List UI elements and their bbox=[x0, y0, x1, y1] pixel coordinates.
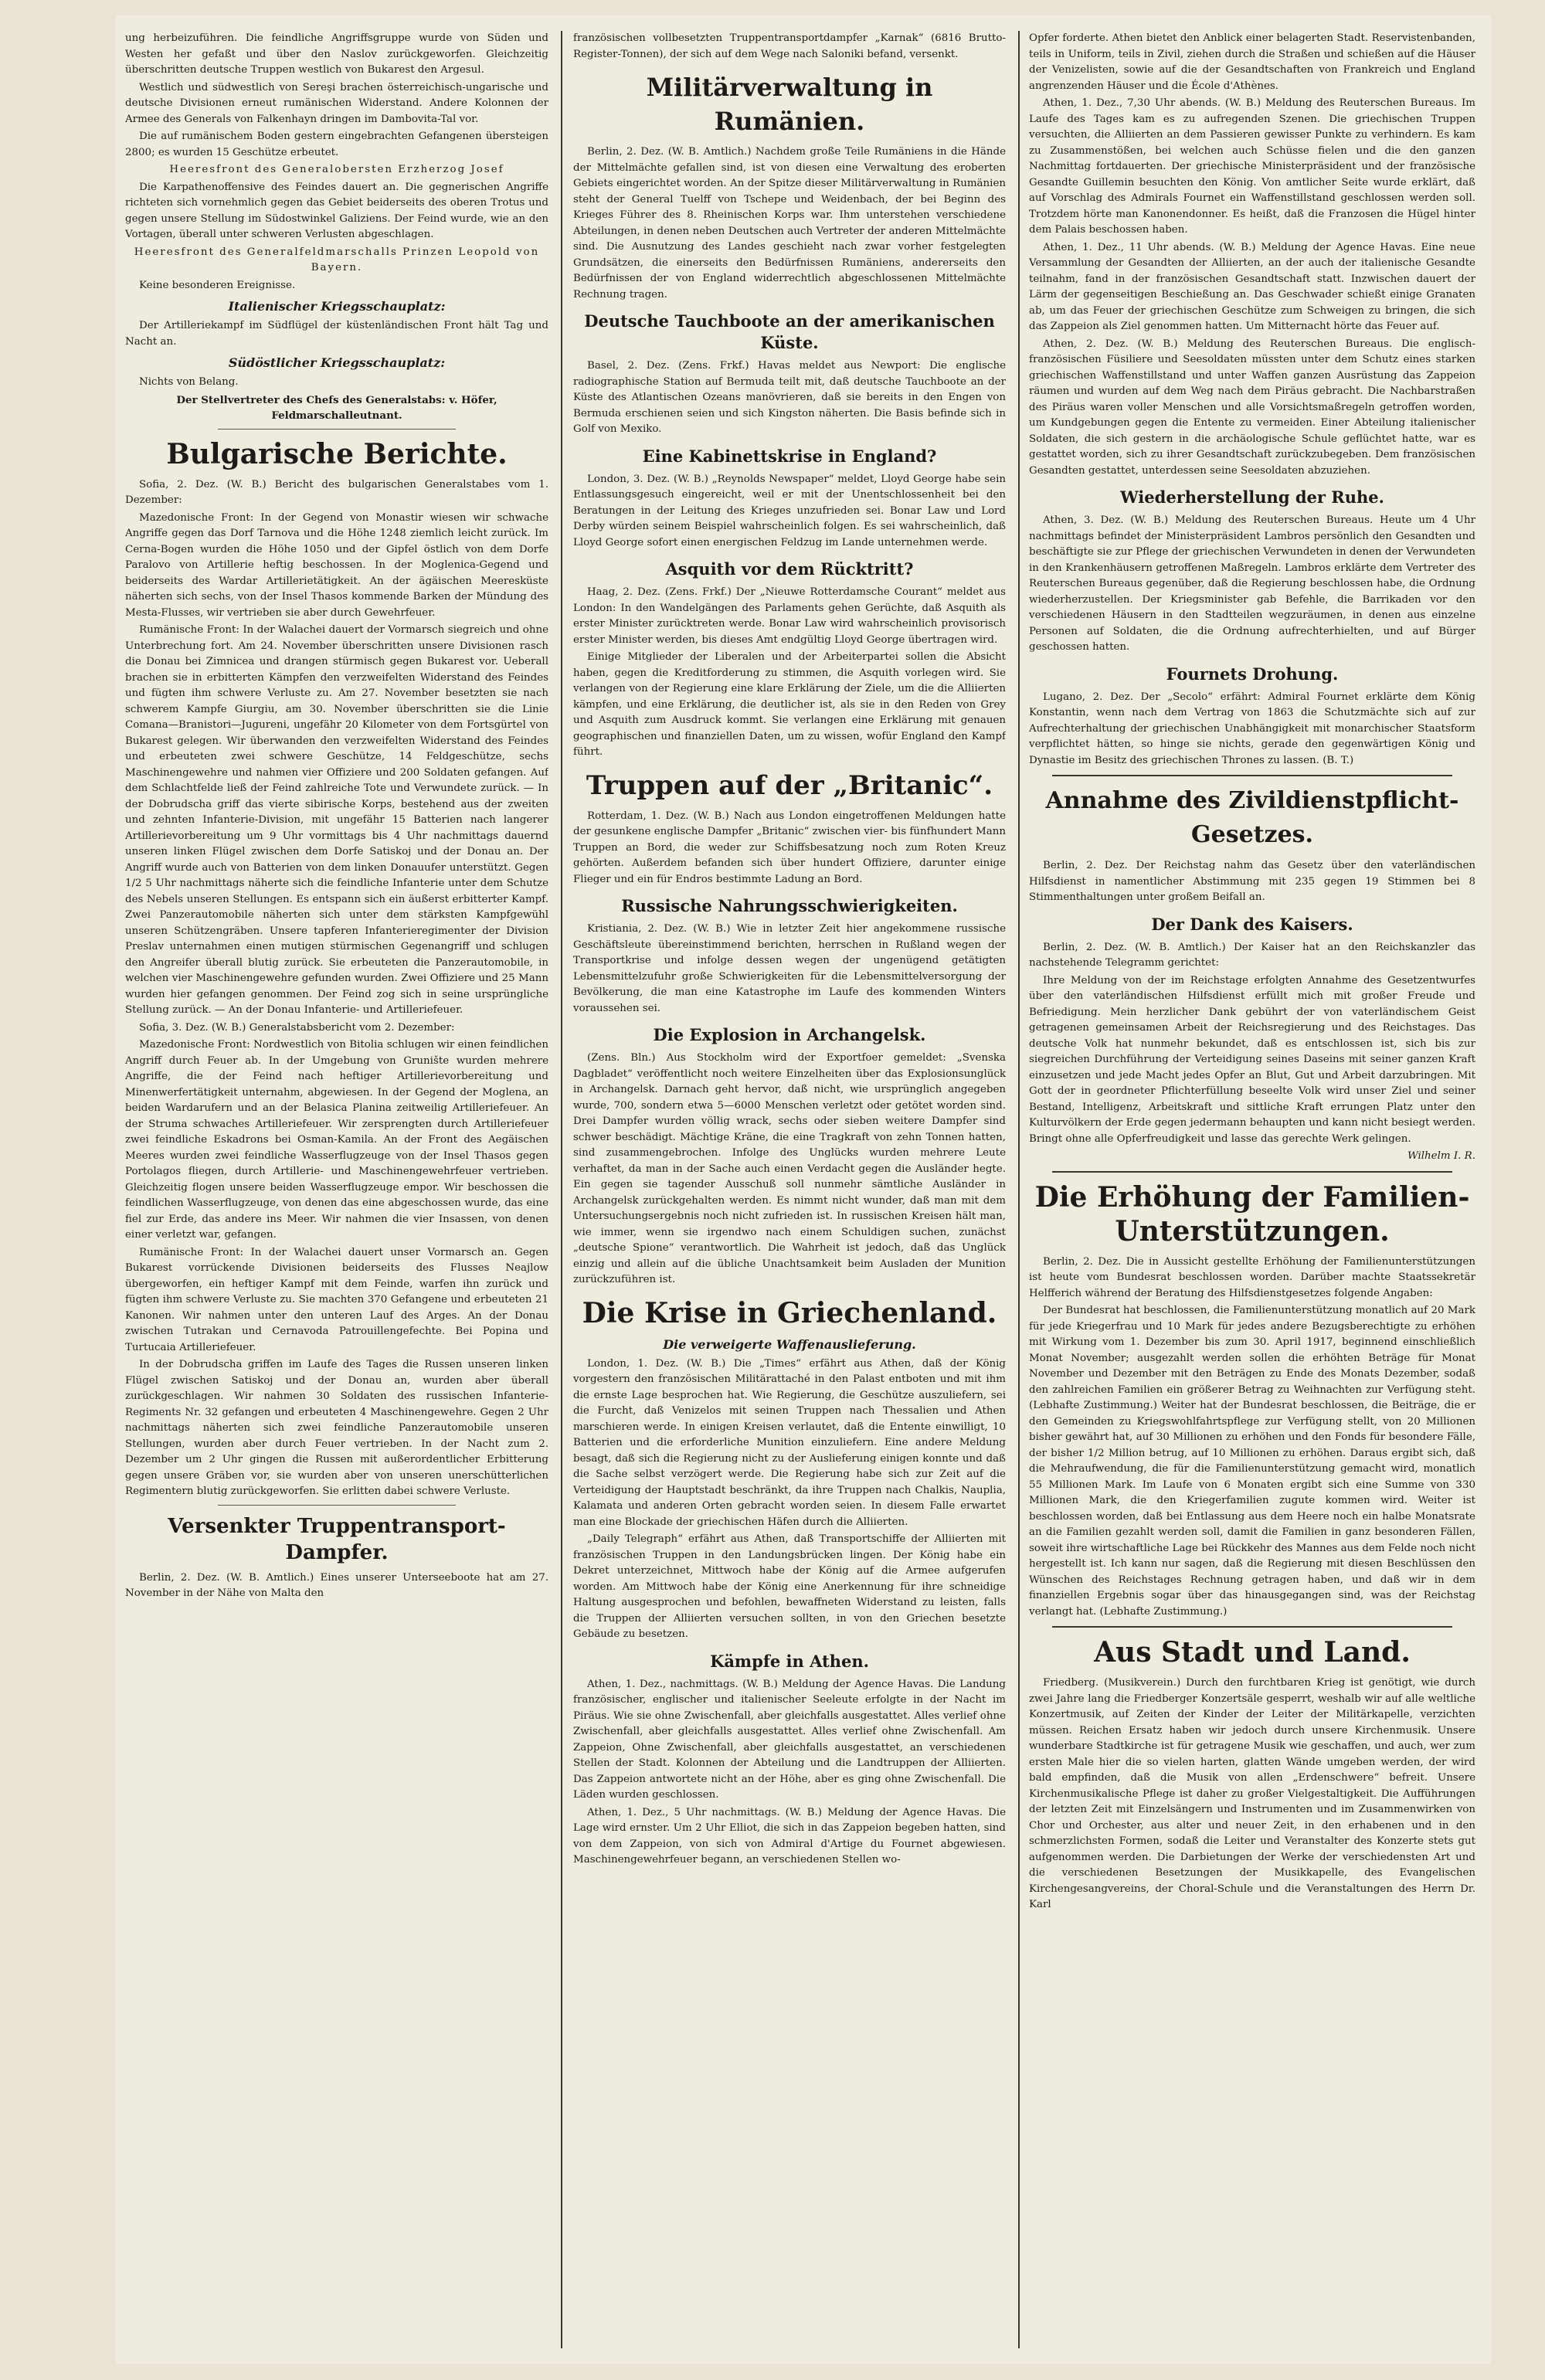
paragraph: Der Bundesrat hat beschlossen, die Familienunterstützung monatlich auf 20 Mark für jede Kriegerfrau und 10 Mark für jedes andere Bezugsberechtigte zu erhöhen mit Wirkung vom 1. Dezember bis zum 30. April 1917, beginnend einschließlich Monat November; ausgezahlt werden sollen die erhöhten Beträge für Monat November und Dezember mit den Beträgen zu Ende des Monats Dezember, sodaß den zahlreichen Familien ein größerer Betrag zu Weihnachten zur Verfügung steht. (Lebhafte Zustimmung.) Weiter hat der Bundesrat beschlossen, die Beiträge, die er den Gemeinden zu Kriegswohlfahrtspflege zur Verfügung stellt, von 20 Millionen bisher gewährt hat, auf 30 Millionen zu erhöhen und den Fonds für besondere Fälle, der bisher 1/2 Million betrug, auf 10 Millionen zu erhöhen. Daraus ergibt sich, daß die Mehraufwendung, die für die Familienunterstützung gemacht wird, monatlich 55 Millionen Mark. Im Laufe von 6 Monaten ergibt sich eine Summe von 330 Millionen Mark, die den Kriegerfamilien zugute kommen wird. Weiter ist beschlossen worden, daß bei Entlassung aus dem Heere noch ein halbe Monatsrate an die Familien gezahlt werden soll, damit die Familien in ganz besonderen Fällen, soweit ihre wirtschaftliche Lage bei Rückkehr des Mannes aus dem Felde noch nicht hergestellt ist. Ich kann nur sagen, daß die Regierung mit diesen Beschlüssen den Wünschen des Reichstages Rechnung getragen haben, und daß wir in dem finanziellen Ergebnis sogar über das hinausgegangen sind, was der Reichstag verlangt hat. (Lebhafte Zustimmung.) bbox=[1029, 1305, 1475, 1618]
column-right bbox=[1029, 31, 1475, 2356]
paragraph: Nichts von Belang. bbox=[139, 376, 239, 388]
paragraph: Berlin, 2. Dez. Die in Aussicht gestellte Erhöhung der Familienunterstützungen ist heute vom Bundesrat beschlossen worden. Darüber machte Staatssekretär Helfferich während der Beratung des Hilfsdienstgesetzes folgende Angaben: bbox=[1029, 1255, 1475, 1299]
paragraph: ung herbeizuführen. Die feindliche Angriffsgruppe wurde von Süden und Westen her gefaßt und über den Naslov zurückgeworfen. Gleichzeitig überschritten deutsche Truppen westlich von Bukarest den Argesul. bbox=[125, 32, 548, 76]
headline: Die Krise in Griechenland. bbox=[582, 1296, 997, 1329]
paragraph: Rotterdam, 1. Dez. (W. B.) Nach aus London eingetroffenen Meldungen hatte der gesunkene englische Dampfer „Britanic“ zwischen vier- bis fünfhundert Mann Truppen an Bord, die weder zur Schiffsbesatzung noch zum Roten Kreuz gehörten. Außerdem befanden sich über hundert Offiziere, darunter einige Flieger und ein für Endros bestimmte Ladung an Bord. bbox=[573, 810, 1006, 885]
headline: Russische Nahrungsschwierigkeiten. bbox=[621, 896, 958, 915]
section-heading: Italienischer Kriegsschauplatz: bbox=[228, 299, 446, 314]
divider bbox=[1052, 1626, 1452, 1628]
paragraph: London, 1. Dez. (W. B.) Die „Times“ erfährt aus Athen, daß der König vorgestern den französischen Militärattaché in den Palast entboten und mit ihm die ernste Lage besprochen hat. Wie Regierung, die Geschütze auszuliefern, sei die Furcht, daß Venizelos mit seinen Truppen nach Thessalien und Athen marschieren werde. In einigen Kreisen verlautet, daß die Entente einwilligt, 10 Batterien und die erforderliche Munition einzuliefern. Eine andere Meldung besagt, daß sich die Regierung nicht zu der Auslieferung einigen konnte und daß die Sache selbst verzögert werde. Die Regierung habe sich zur Zeit auf die Verteidigung der Hauptstadt beschränkt, da ihre Truppen nach Chalkis, Nauplia, Kalamata und anderen Orten gebracht worden seien. In diesem Falle erwartet man eine Blockade der griechischen Häfen durch die Alliierten. bbox=[573, 1357, 1006, 1528]
subheadline: Die verweigerte Waffenauslieferung. bbox=[663, 1336, 916, 1352]
headline: Aus Stadt und Land. bbox=[1094, 1636, 1411, 1669]
headline: Der Dank des Kaisers. bbox=[1151, 914, 1353, 934]
signature: Der Stellvertreter des Chefs des Generalstabs: v. Höfer, Feldmarschalleutnant. bbox=[176, 393, 497, 422]
paragraph: französischen vollbesetzten Truppentransportdampfer „Karnak“ (6816 Brutto-Register-Tonnen), der sich auf dem Wege nach Saloniki befand, versenkt. bbox=[573, 32, 1006, 60]
paragraph: Ihre Meldung von der im Reichstage erfolgten Annahme des Gesetzentwurfes über den vaterländischen Hilfsdienst erfüllt mich mit großer Freude und Befriedigung. Mein herzlicher Dank gebührt der von vaterländischem Geist getragenen gemeinsamen Arbeit der Reichsregierung und des Reichstages. Das deutsche Volk hat nunmehr bekundet, daß es entschlossen ist, sich bis zur siegreichen Durchführung der Verteidigung seines Daseins mit seiner ganzen Kraft einzusetzen und jede Macht jedes Opfer an Blut, Gut und Arbeit darzubringen. Mit Gott der in geordneter Pflichterfüllung beseelte Volk wird unser Ziel und seiner Bestand, Intelligenz, Arbeitskraft und sittliche Kraft errungen Platz unter den Kulturvölkern der Erde gegen jedermann behaupten und kann nicht besiegt werden. Bringt ohne alle Opferfreudigkeit und lasse das gerechte Werk gelingen. bbox=[1029, 974, 1475, 1145]
headline: Versenkter Truppentransport-Dampfer. bbox=[168, 1514, 506, 1564]
paragraph: Friedberg. (Musikverein.) Durch den furchtbaren Krieg ist genötigt, wie durch zwei Jahre lang die Friedberger Konzertsäle gesperrt, weshalb wir auf alle weltliche Konzertmusik, auf Zeiten der Kinder der Leiter der Militärkapelle, verzichten müssen. Reichen Ersatz haben wir jedoch durch unsere Kirchenmusik. Unsere wunderbare Stadtkirche ist für getragene Musik wie geschaffen, und auch, wer zum ersten Male hier die so vielen harten, glatten Wände umgeben werden, der wird bald empfinden, daß die Musik von allen „Erdenschwere“ befreit. Unsere Kirchenmusikalische Pflege ist daher zu großer Vielgestaltigkeit. Die Aufführungen der letzten Zeit mit Einzelsängern und Instrumenten und im Zusammenwirken von Chor und Orchester, aus alter und neuer Zeit, in den erhabenen und in den schmerzlichsten Formen, sodaß die Leiter und Veranstalter des Konzerte stets gut aufgenommen werden. Die Darbietungen der Werke der verschiedensten Art und die verschiedenen Besetzungen der Musikkapelle, des Evangelischen Kirchengesangvereins, der Choral-Schule und die Veranstaltungen des Herrn Dr. Karl bbox=[1029, 1677, 1475, 1910]
headline: Deutsche Tauchboote an der amerikanischen Küste. bbox=[584, 311, 995, 352]
paragraph: Kristiania, 2. Dez. (W. B.) Wie in letzter Zeit hier angekommene russische Geschäftsleute übereinstimmend berichten, herrschen in Rußland wegen der Transportkrise und infolge dessen wegen der ungenügend getätigten Lebensmittelzufuhr große Schwierigkeiten für die Lebensmittelversorgung der Bevölkerung, die man eine Katastrophe im Laufe des kommenden Winters voraussehen sei. bbox=[573, 923, 1006, 1014]
divider bbox=[1052, 1171, 1452, 1173]
headline: Die Explosion in Archangelsk. bbox=[653, 1025, 926, 1044]
paragraph: Berlin, 2. Dez. Der Reichstag nahm das Gesetz über den vaterländischen Hilfsdienst in namentlicher Abstimmung mit 235 gegen 19 Stimmen bei 8 Stimmenthaltungen unter großem Beifall an. bbox=[1029, 860, 1475, 903]
paragraph: Athen, 2. Dez. (W. B.) Meldung des Reuterschen Bureaus. Die englisch-französischen Füsiliere und Seesoldaten müssten unter dem Schutz eines starken griechischen Waffenstillstand und unter Waffen ganzen Ausrüstung das Zappeion räumen und wurden auf dem Weg nach dem Piräus gebracht. Die Nachbarstraßen des Piräus waren voller Menschen und alle Vorsichtsmaßregeln getroffen worden, um Kundgebungen gegen die Entente zu vermeiden. Einer Abteilung italienischer Soldaten, die sich gestern in die archäologische Schule geflüchtet hatte, war es gestattet worden, sich zu ihrer Gesandtschaft zurückzubegeben. Dem französischen Gesandten gestattet, unterdessen seine Seesoldaten abzuziehen. bbox=[1029, 338, 1475, 477]
paragraph: Berlin, 2. Dez. (W. B. Amtlich.) Eines unserer Unterseeboote hat am 27. November in der Nähe von Malta den bbox=[125, 1571, 548, 1599]
paragraph: Einige Mitglieder der Liberalen und der Arbeiterpartei sollen die Absicht haben, gegen die Kreditforderung zu stimmen, die Asquith vorlegen wird. Sie verlangen von der Regierung eine klare Erklärung der Ziele, um die die Alliierten kämpfen, und eine Erklärung, die deutlicher ist, als sie in den Reden von Grey und Asquith zum Ausdruck kommt. Sie verlangen eine Erklärung mit genauen geographischen und finanziellen Daten, um zu wissen, wofür England den Kampf führt. bbox=[573, 651, 1006, 758]
headline: Die Erhöhung der Familien-Unterstützungen. bbox=[1034, 1180, 1470, 1248]
paragraph: Athen, 1. Dez., 11 Uhr abends. (W. B.) Meldung der Agence Havas. Eine neue Versammlung der Gesandten der Alliierten, an der auch der italienische Gesandte teilnahm, fand in der französischen Gesandtschaft statt. Inzwischen dauert der Lärm der gegenseitigen Beschießung an. Das Geschwader schießt einige Granaten ab, um das Feuer der griechischen Geschütze zum Schweigen zu bringen, die sich das Zappeion als Ziel genommen hatten. Um Mitternacht hörte das Feuer auf. bbox=[1029, 241, 1475, 332]
section-heading: Südöstlicher Kriegsschauplatz: bbox=[228, 355, 446, 370]
paragraph: Athen, 1. Dez., nachmittags. (W. B.) Meldung der Agence Havas. Die Landung französischer, englischer und italienischer Seeleute erfolgte in der Nacht im Piräus. Wie sie ohne Zwischenfall, aber gleichfalls ausgestattet. Alles verlief ohne Zwischenfall, aber gleichfalls ausgestattet. Alles verlief ohne Zwischenfall. Am Zappeion, Ohne Zwischenfall, aber gleichfalls ausgestattet, an verschiedenen Stellen der Stadt. Kolonnen der Abteilung und die Landtruppen der Alliierten. Das Zappeion antwortete nicht an der Höhe, aber es ging ohne Zwischenfall. Die Läden wurden geschlossen. bbox=[573, 1678, 1006, 1801]
headline: Asquith vor dem Rücktritt? bbox=[665, 559, 914, 579]
paragraph: Der Artilleriekampf im Südflügel der küstenländischen Front hält Tag und Nacht an. bbox=[125, 320, 548, 348]
headline: Annahme des Zivildienstpflicht-Gesetzes. bbox=[1045, 787, 1459, 848]
headline: Kämpfe in Athen. bbox=[710, 1651, 869, 1671]
paragraph: Die Karpathenoffensive des Feindes dauert an. Die gegnerischen Angriffe richteten sich vornehmlich gegen das Gebiet beiderseits des oberen Trotus und gegen unsere Stellung im Südostwinkel Galiziens. Der Feind wurde, wie an den Vortagen, überall unter schweren Verlusten abgeschlagen. bbox=[125, 181, 548, 240]
column-middle bbox=[573, 31, 1006, 2356]
paragraph: Berlin, 2. Dez. (W. B. Amtlich.) Nachdem große Teile Rumäniens in die Hände der Mittelmächte gefallen sind, ist von diesen eine Verwaltung des eroberten Gebiets eingerichtet worden. An der Spitze dieser Militärverwaltung in Rumänien steht der General Tuelff von Tschepe und Weidenbach, der bei Beginn des Krieges Führer des 8. Rheinischen Korps war. Ihm unterstehen verschiedene Abteilungen, in denen neben Deutschen auch Vertreter der anderen Mittelmächte sind. Die Ausnutzung des Landes geschieht nach zwar vorher festgelegten Grundsätzen, die einerseits den Bedürfnissen Rumäniens, andererseits den Bedürfnissen der von England widerrechtlich abgeschlossenen Mittelmächte Rechnung tragen. bbox=[573, 146, 1006, 300]
paragraph: Haag, 2. Dez. (Zens. Frkf.) Der „Nieuwe Rotterdamsche Courant“ meldet aus London: In den Wandelgängen des Parlaments gehen Gerüchte, daß Asquith als erster Minister zurücktreten werde. Bonar Law wird wahrscheinlich provisorisch erster Minister werden, bis dieses Amt endgültig Lloyd George übertragen wird. bbox=[573, 586, 1006, 646]
paragraph: Keine besonderen Ereignisse. bbox=[139, 279, 296, 291]
paragraph: Mazedonische Front: Nordwestlich von Bitolia schlugen wir einen feindlichen Angriff durch Feuer ab. In der Umgebung von Grunište wurden mehrere Angriffe, die der Feind nach heftiger Artillerievorbereitung und Minenwerfertätigkeit unternahm, abgewiesen. In der Gegend der Moglena, an beiden Wardarufern und an der Belasica Planina zeitweilig Artilleriefeuer. An der Struma schwaches Artilleriefeuer. Wir zersprengten durch Artilleriefeuer zwei feindliche Eskadrons bei Osman-Kamila. An der Front des Aegäischen Meeres wurden zwei feindliche Wasserflugzeuge von der Insel Thasos gegen Portolagos fliegen, durch Artillerie- und Maschinengewehrfeuer vertrieben. Gleichzeitig flogen unsere beiden Wasserflugzeuge empor. Wir beschossen die feindlichen Wasserflugzeuge, von denen das eine abgeschossen wurde, das eine fiel zur Erde, das andere ins Meer. Wir nahmen die vier Insassen, von denen einer verletzt war, gefangen. bbox=[125, 1039, 548, 1241]
paragraph: Sofia, 2. Dez. (W. B.) Bericht des bulgarischen Generalstabes vom 1. Dezember: bbox=[125, 478, 548, 506]
divider bbox=[1052, 775, 1452, 776]
headline: Truppen auf der „Britanic“. bbox=[586, 769, 993, 801]
paragraph: Basel, 2. Dez. (Zens. Frkf.) Havas meldet aus Newport: Die englische radiographische Station auf Bermuda teilt mit, daß deutsche Tauchboote an der Küste des Atlantischen Ozeans manövrieren, daß sie bereits in den Engen von Bermuda erschienen seien und sich Kingston näherten. Die Basis befinde sich in Golf von Mexiko. bbox=[573, 360, 1006, 435]
headline: Fournets Drohung. bbox=[1166, 664, 1339, 684]
headline: Wiederherstellung der Ruhe. bbox=[1120, 487, 1384, 507]
headline: Militärverwaltung in Rumänien. bbox=[646, 73, 933, 136]
newspaper-page bbox=[116, 15, 1491, 2364]
paragraph: London, 3. Dez. (W. B.) „Reynolds Newspaper“ meldet, Lloyd George habe sein Entlassungsgesuch eingereicht, weil er mit der Unentschlossenheit bei den Beratungen in der Leitung des Krieges unzufrieden sei. Bonar Law und Lord Derby würden seinem Beispiel wahrscheinlich folgen. Es sei wahrscheinlich, daß Lloyd George sofort einen energischen Feldzug im Lande unternehmen werde. bbox=[573, 473, 1006, 548]
paragraph: Rumänische Front: In der Walachei dauert der Vormarsch siegreich und ohne Unterbrechung fort. Am 24. November überschritten unsere Divisionen rasch die Donau bei Zimnicea und drangen stürmisch gegen Bukarest vor. Ueberall brachen sie in erbitterten Kämpfen den verzweifelten Widerstand des Feindes und fügten ihm schwere Verluste zu. Am 27. November besetzten sie nach schwerem Kampfe Giurgiu, am 30. November überschritten sie die Linie Comana—Branistori—Jugureni, ungefähr 20 Kilometer von dem Fortsgürtel von Bukarest gelegen. Wir überwanden den verzweifelten Widerstand des Feindes und erbeuteten zwei schwere Geschütze, 14 Feldgeschütze, sechs Maschinengewehre und nahmen vier Offiziere und 200 Soldaten gefangen. Auf dem Schlachtfelde ließ der Feind zahlreiche Tote und Verwundete zurück. — In der Dobrudscha griff das vierte sibirische Korps, bestehend aus der zweiten und zehnten Infanterie-Division, mit ungefähr 15 Batterien nach langerer Artillerievorbereitung um 9 Uhr vormittags bis 4 Uhr nachmittags dauernd unseren linken Flügel zwischen dem Dorfe Satiskoj und der Donau an. Der Angriff wurde auch von Batterien von dem linken Donauufer unterstützt. Gegen 1/2 5 Uhr nachmittags näherte sich die feindliche Infanterie unter dem Schutze des Nebels unseren Stellungen. Es entspann sich ein äußerst erbitterter Kampf. Zwei Panzerautomobile näherten sich unter dem stärksten Kampfgewühl unseren Schützengräben. Unsere tapferen Infanterieregimenter der Division Preslav unternahmen einen mutigen stürmischen Gegenangriff und schlugen den Angreifer überall blutig zurück. Sie erbeuteten die Panzerautomobile, in welchen vier Maschinengewehre gefunden wurden. Zwei Offiziere und 25 Mann wurden hier gefangen genommen. Der Feind zog sich in seine ursprüngliche Stellung zurück. — An der Donau Infanterie- und Artilleriefeuer. bbox=[125, 624, 548, 1016]
paragraph: „Daily Telegraph“ erfährt aus Athen, daß Transportschiffe der Alliierten mit französischen Truppen in den Landungsbrücken lingen. Der König habe ein Dekret unterzeichnet, Mittwoch habe der König auf die Armee aufgerufen worden. Am Mittwoch habe der König eine Anerkennung für ihre schneidige Haltung ausgesprochen und befohlen, bewaffneten Widerstand zu leisten, falls die Truppen der Alliierten versuchen sollten, in von den Griechen besetzte Gebäude zu besetzen. bbox=[573, 1533, 1006, 1640]
divider bbox=[218, 1505, 456, 1506]
headline: Eine Kabinettskrise in England? bbox=[642, 446, 937, 466]
paragraph: Rumänische Front: In der Walachei dauert unser Vormarsch an. Gegen Bukarest vorrückende Divisionen beiderseits des Flusses Neajlow übergeworfen, ein heftiger Kampf mit dem Feinde, warfen ihn zurück und fügten ihm schwere Verluste zu. Sie machten 370 Gefangene und erbeuteten 21 Kanonen. Wir nahmen unter den unteren Lauf des Arges. An der Donau zwischen Tutrakan und Cernavoda Patrouillengefechte. Bei Popina und Turtucaia Artilleriefeuer. bbox=[125, 1246, 548, 1353]
paragraph: Mazedonische Front: In der Gegend von Monastir wiesen wir schwache Angriffe gegen das Dorf Tarnova und die Höhe 1248 ziemlich leicht zurück. Im Cerna-Bogen wurden die Höhe 1050 und der Gipfel östlich von dem Dorfe Paralovo von Artillerie heftig beschossen. In der Moglenica-Gegend und beiderseits des Wardar Artillerietätigkeit. An der ägäischen Meeresküste näherten sich sechs, von der Insel Thasos kommende Barken der Mündung des Mesta-Flusses, wir vertrieben sie aber durch Gewehrfeuer. bbox=[125, 511, 548, 619]
paragraph: In der Dobrudscha griffen im Laufe des Tages die Russen unseren linken Flügel zwischen Satiskoj und der Donau an, wurden aber überall zurückgeschlagen. Wir nahmen 30 Soldaten des russischen Infanterie-Regiments Nr. 32 gefangen und erbeuteten 4 Maschinengewehre. Gegen 2 Uhr nachmittags näherten sich zwei feindliche Panzerautomobile unseren Stellungen, wurden aber durch Feuer vertrieben. In der Nacht zum 2. Dezember um 2 Uhr gingen die Russen mit außerordentlicher Erbitterung gegen unsere Gräben vor, sie wurden aber von unseren unerschütterlichen Regimentern blutig zurückgeworfen. Sie erlitten dabei schwere Verluste. bbox=[125, 1359, 548, 1497]
paragraph: Athen, 1. Dez., 5 Uhr nachmittags. (W. B.) Meldung der Agence Havas. Die Lage wird ernster. Um 2 Uhr Elliot, die sich in das Zappeion begeben hatten, sind von dem Zappeion, von sich von Admiral d'Artige du Fournet abgewiesen. Maschinengewehrfeuer begann, an verschiedenen Stellen wo- bbox=[573, 1806, 1006, 1866]
paragraph: (Zens. Bln.) Aus Stockholm wird der Exportfoer gemeldet: „Svenska Dagbladet“ veröffentlicht noch weitere Einzelheiten über das Explosionsunglück in Archangelsk. Darnach geht hervor, daß nicht, wie ursprünglich angegeben wurde, 700, sondern etwa 5—6000 Menschen verletzt oder getötet worden sind. Drei Dampfer wurden völlig wrack, sechs oder sieben weitere Dampfer sind schwer beschädigt. Mächtige Kräne, die eine Tragkraft von zehn Tonnen hatten, sind zusammengebrochen. Infolge des Unglücks wurden mehrere Leute verhaftet, da man in der Sache auch einen Verdacht gegen die Ausländer hegte. Ein gegen sie tagender Ausschuß soll nunmehr sämtliche Ausländer in Archangelsk zurückgehalten werden. Es nimmt nicht wunder, daß man mit dem Untersuchungsergebnis noch nicht zufrieden ist. In russischen Kreisen hält man, wie immer, wenn sie irgendwo nach einem Schuldigen suchen, zunächst „deutsche Spione“ verantwortlich. Die Wahrheit ist jedoch, daß das Unglück einzig und allein auf die übliche Unachtsamkeit beim Ausladen der Munition zurückzuführen ist. bbox=[573, 1052, 1006, 1285]
paragraph: Lugano, 2. Dez. Der „Secolo“ erfährt: Admiral Fournet erklärte dem König Konstantin, wenn nach dem Vertrag von 1863 die Schutzmächte sich auf zur Aufrechterhaltung der griechischen Unabhängigkeit mit monarchischer Staatsform verpflichtet hätten, so hinge sie nichts, gerade den gegenwärtigen König und Dynastie im Besitz des griechischen Thrones zu lassen. (B. T.) bbox=[1029, 691, 1475, 766]
paragraph: Opfer forderte. Athen bietet den Anblick einer belagerten Stadt. Reservistenbanden, teils in Uniform, teils in Zivil, ziehen durch die Straßen und schießen auf die Häuser der Venizelisten, sowie auf die der Gesandtschaften von Frankreich und England angrenzenden Häuser und die École d'Athènes. bbox=[1029, 32, 1475, 92]
paragraph: Berlin, 2. Dez. (W. B. Amtlich.) Der Kaiser hat an den Reichskanzler das nachstehende Telegramm gerichtet: bbox=[1029, 941, 1475, 969]
column-rule bbox=[561, 31, 562, 2348]
paragraph: Sofia, 3. Dez. (W. B.) Generalstabsbericht vom 2. Dezember: bbox=[139, 1021, 455, 1034]
subheading: Heeresfront des Generalfeldmarschalls Prinzen Leopold von Bayern. bbox=[134, 246, 540, 273]
paragraph: Athen, 1. Dez., 7,30 Uhr abends. (W. B.) Meldung des Reuterschen Bureaus. Im Laufe des Tages kam es zu aufregenden Szenen. Die griechischen Truppen versuchten, die Alliierten an dem Passieren gewisser Punkte zu verhindern. Es kam zu Zusammenstößen, bei welchen auch Schüsse fielen und die den ganzen Nachmittag fortdauerten. Der griechische Ministerpräsident und der französische Gesandte Guillemin besuchten den König. Von amtlicher Seite wurde erklärt, daß auf Vorschlag des Admirals Fournet ein Waffenstillstand geschlossen werden soll. Trotzdem hörte man Kanonendonner. Es heißt, daß die Franzosen die Hügel hinter dem Palais beschossen haben. bbox=[1029, 97, 1475, 236]
paragraph: Die auf rumänischem Boden gestern eingebrachten Gefangenen übersteigen 2800; es wurden 15 Geschütze erbeutet. bbox=[125, 131, 548, 158]
paragraph: Athen, 3. Dez. (W. B.) Meldung des Reuterschen Bureaus. Heute um 4 Uhr nachmittags befindet der Ministerpräsident Lambros persönlich den Gesandten und beschäftigte sie zur Pflege der griechischen Verwundeten in denen der Verwundeten in den Krankenhäusern getroffenen Maßregeln. Lambros erklärte dem Vertreter des Reuterschen Bureaus gegenüber, daß die Regierung beschlossen habe, die Ordnung wiederherzustellen. Der Kriegsminister gab Befehle, die Barrikaden vor den verschiedenen Häusern in den Stadtteilen wegzuräumen, in denen aus einzelne Personen auf Soldaten, die die Ordnung aufrechterhielten, und auf Bürger geschossen hatten. bbox=[1029, 514, 1475, 653]
headline: Bulgarische Berichte. bbox=[166, 437, 508, 470]
column-rule bbox=[1018, 31, 1020, 2348]
signature: Wilhelm I. R. bbox=[1407, 1150, 1475, 1162]
column-left bbox=[125, 31, 548, 2356]
subheading: Heeresfront des Generalobersten Erzherzog Josef bbox=[169, 164, 504, 175]
paragraph: Westlich und südwestlich von Sereşi brachen österreichisch-ungarische und deutsche Divisionen erneut rumänischen Widerstand. Andere Kolonnen der Armee des Generals von Falkenhayn dringen im Dambovita-Tal vor. bbox=[125, 81, 548, 125]
